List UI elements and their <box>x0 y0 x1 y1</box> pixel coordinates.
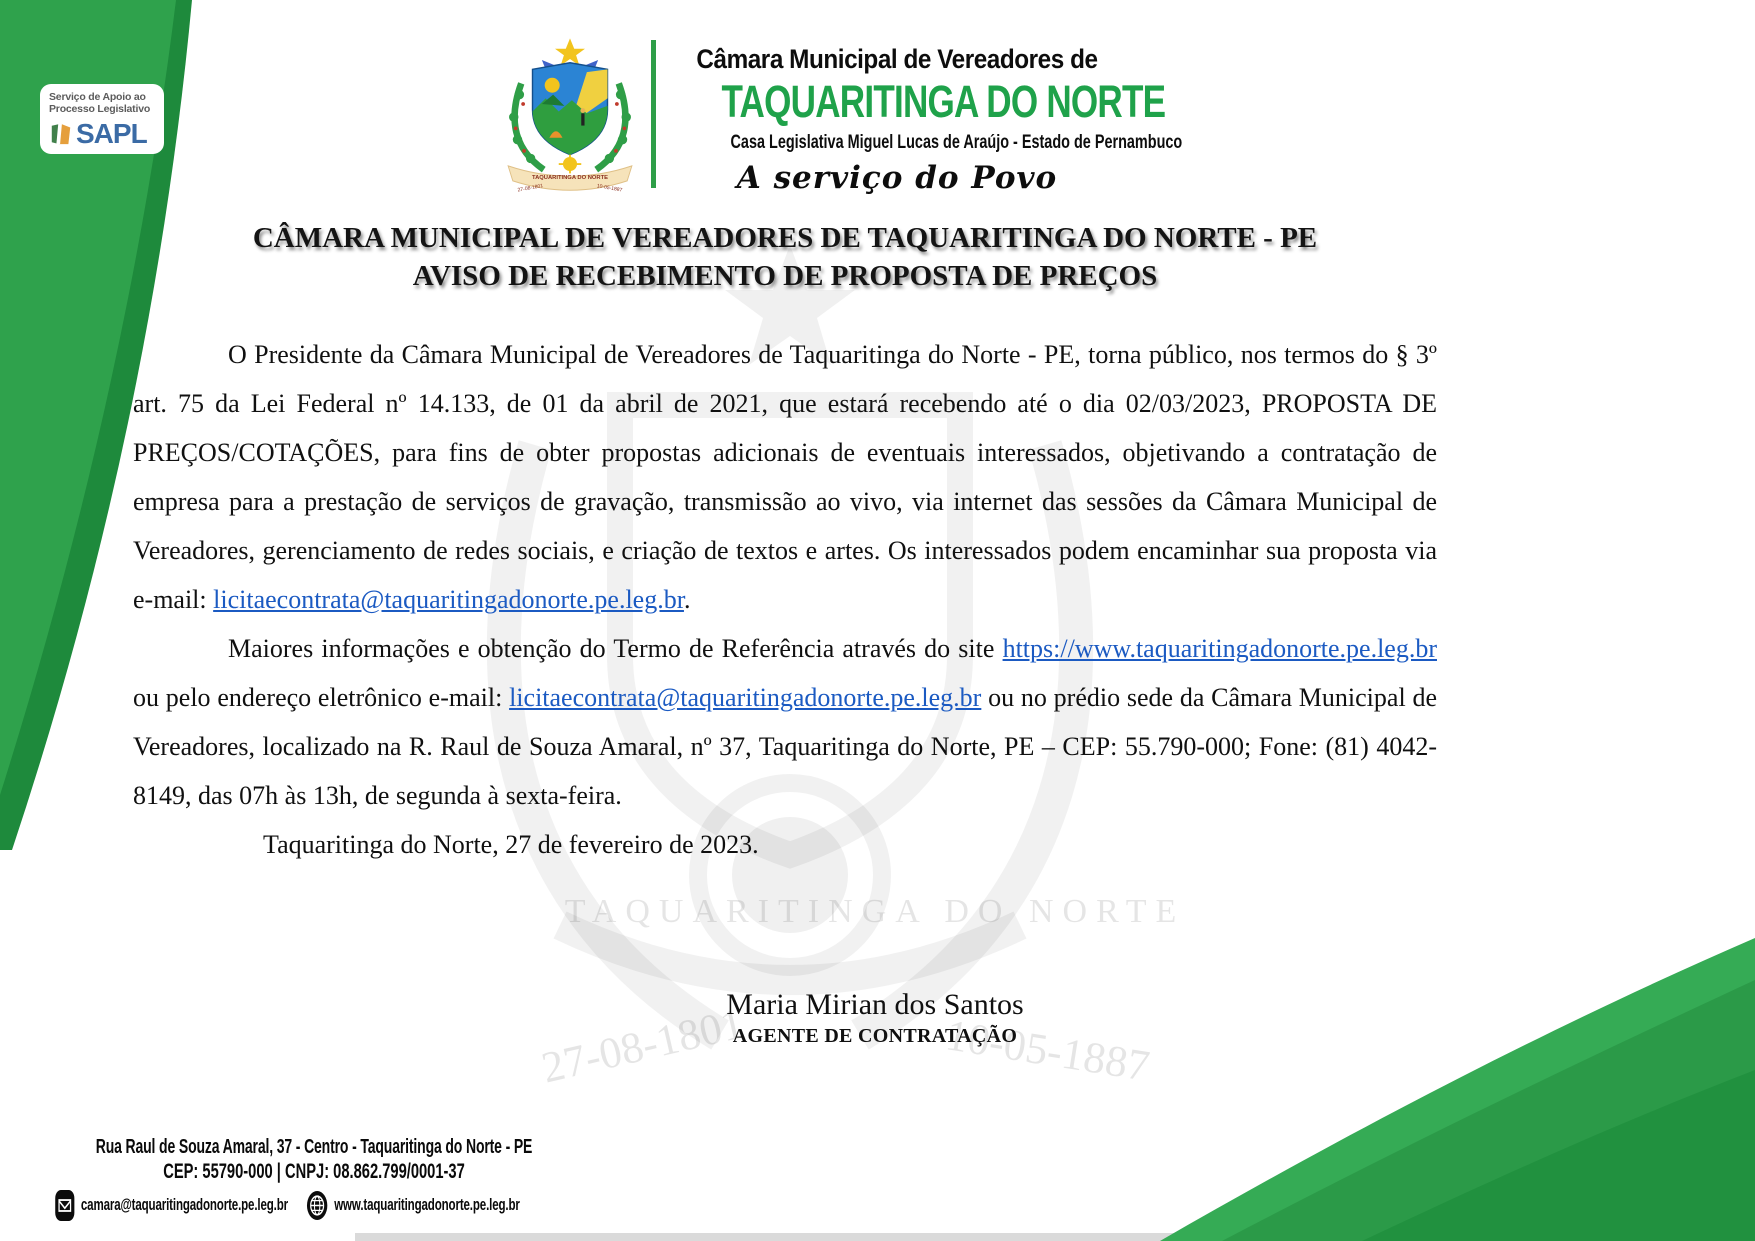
sapl-service-line1: Serviço de Apoio ao <box>49 91 146 103</box>
notice-paragraph-1 <box>133 330 1437 624</box>
crest-banner-date-right: 10-05-1887 <box>596 183 623 194</box>
sapl-service-line2: Processo Legislativo <box>49 103 151 116</box>
footer-address-line1: Rua Raul de Souza Amaral, 37 - Centro - Taquaritinga do Norte - PE <box>95 1136 533 1158</box>
paragraph-2-text1: Maiores informações e obtenção do Termo de Referência através do site <box>228 634 1003 663</box>
green-ribbon-bottom-right <box>1050 920 1755 1241</box>
footer-website: www.taquaritingadonorte.pe.leg.br <box>334 1196 520 1214</box>
watermark-date-left: 27-08-1801 <box>537 998 749 1093</box>
notice-paragraph-2 <box>133 624 1437 820</box>
paragraph-2-text2: ou pelo endereço eletrônico e-mail: <box>133 683 510 712</box>
letterhead-motto: A serviço do Povo <box>736 160 1058 196</box>
email-icon <box>55 1190 75 1221</box>
crest-banner-date-left: 27-08-1801 <box>517 183 544 194</box>
crest-star-icon <box>555 38 585 65</box>
notice-title-line1: CÂMARA MUNICIPAL DE VEREADORES DE TAQUARITINGA DO NORTE - PE <box>252 222 1318 254</box>
footer-address-line2: CEP: 55790-000 | CNPJ: 08.862.799/0001-37 <box>163 1160 465 1183</box>
notice-body <box>133 330 1437 869</box>
email-link-proposta[interactable]: licitaecontrata@taquaritingadonorte.pe.leg.br <box>213 585 684 614</box>
notice-date-line: Taquaritinga do Norte, 27 de fevereiro de 2023. <box>263 830 759 859</box>
paragraph-1-text: O Presidente da Câmara Municipal de Vereadores de Taquaritinga do Norte - PE, torna público, nos termos do § 3º art. 75 da Lei Federal nº 14.133, de 01 da abril de 2021, que estará recebendo até o dia 02/03/2023, PROPOSTA DE PREÇOS/COTAÇÕES, para fins de obter propostas adicionais de eventuais interessados, objetivando a contratação de empresa para a prestação de serviços de gravação, transmissão ao vivo, via internet das sessões da Câmara Municipal de Vereadores, gerenciamento de redes sociais, e criação de textos e artes. Os interessados podem encaminhar sua proposta via e-mail: <box>133 340 1437 614</box>
coat-of-arms <box>495 34 645 204</box>
notice-title <box>133 219 1437 295</box>
notice-title-line2: AVISO DE RECEBIMENTO DE PROPOSTA DE PREÇOS <box>412 260 1158 292</box>
footer-contact-row <box>55 1190 573 1221</box>
letterhead-org-line: Câmara Municipal de Vereadores de <box>696 44 1098 74</box>
signature-name: Maria Mirian dos Santos <box>726 988 1024 1021</box>
watermark-date-right: 10-05-1887 <box>942 1010 1153 1091</box>
watermark-city-text: TAQUARITINGA DO NORTE <box>564 893 1186 930</box>
letterhead <box>672 44 1183 196</box>
website-link[interactable]: https://www.taquaritingadonorte.pe.leg.br <box>1002 634 1437 663</box>
letterhead-divider <box>651 40 656 188</box>
crest-shield <box>533 63 608 155</box>
letterhead-city-name: TAQUARITINGA DO NORTE <box>721 76 1166 127</box>
sapl-logo-badge <box>40 84 164 154</box>
signature-role: AGENTE DE CONTRATAÇÃO <box>732 1025 1018 1047</box>
sapl-icon <box>49 122 73 146</box>
page-footer <box>55 1136 573 1221</box>
letterhead-sub-line: Casa Legislativa Miguel Lucas de Araújo - Estado de Pernambuco <box>730 131 1183 153</box>
paragraph-2-text3: ou no prédio sede da Câmara Municipal de Vereadores, localizado na R. Raul de Souza Amaral, nº 37, Taquaritinga do Norte, PE – CEP: 55.790-000; Fone: (81) 4042-8149, das 07h às 13h, de segunda à sexta-feira. <box>133 683 1437 810</box>
footer-email: camara@taquaritingadonorte.pe.leg.br <box>80 1196 289 1214</box>
sapl-logo-text: SAPL <box>76 117 147 149</box>
crest-sun <box>559 155 582 174</box>
crest-banner-city: TAQUARITINGA DO NORTE <box>532 175 608 182</box>
globe-icon <box>306 1190 328 1221</box>
email-link-contato[interactable]: licitaecontrata@taquaritingadonorte.pe.leg.br <box>509 683 982 712</box>
paragraph-1-period: . <box>683 585 691 614</box>
